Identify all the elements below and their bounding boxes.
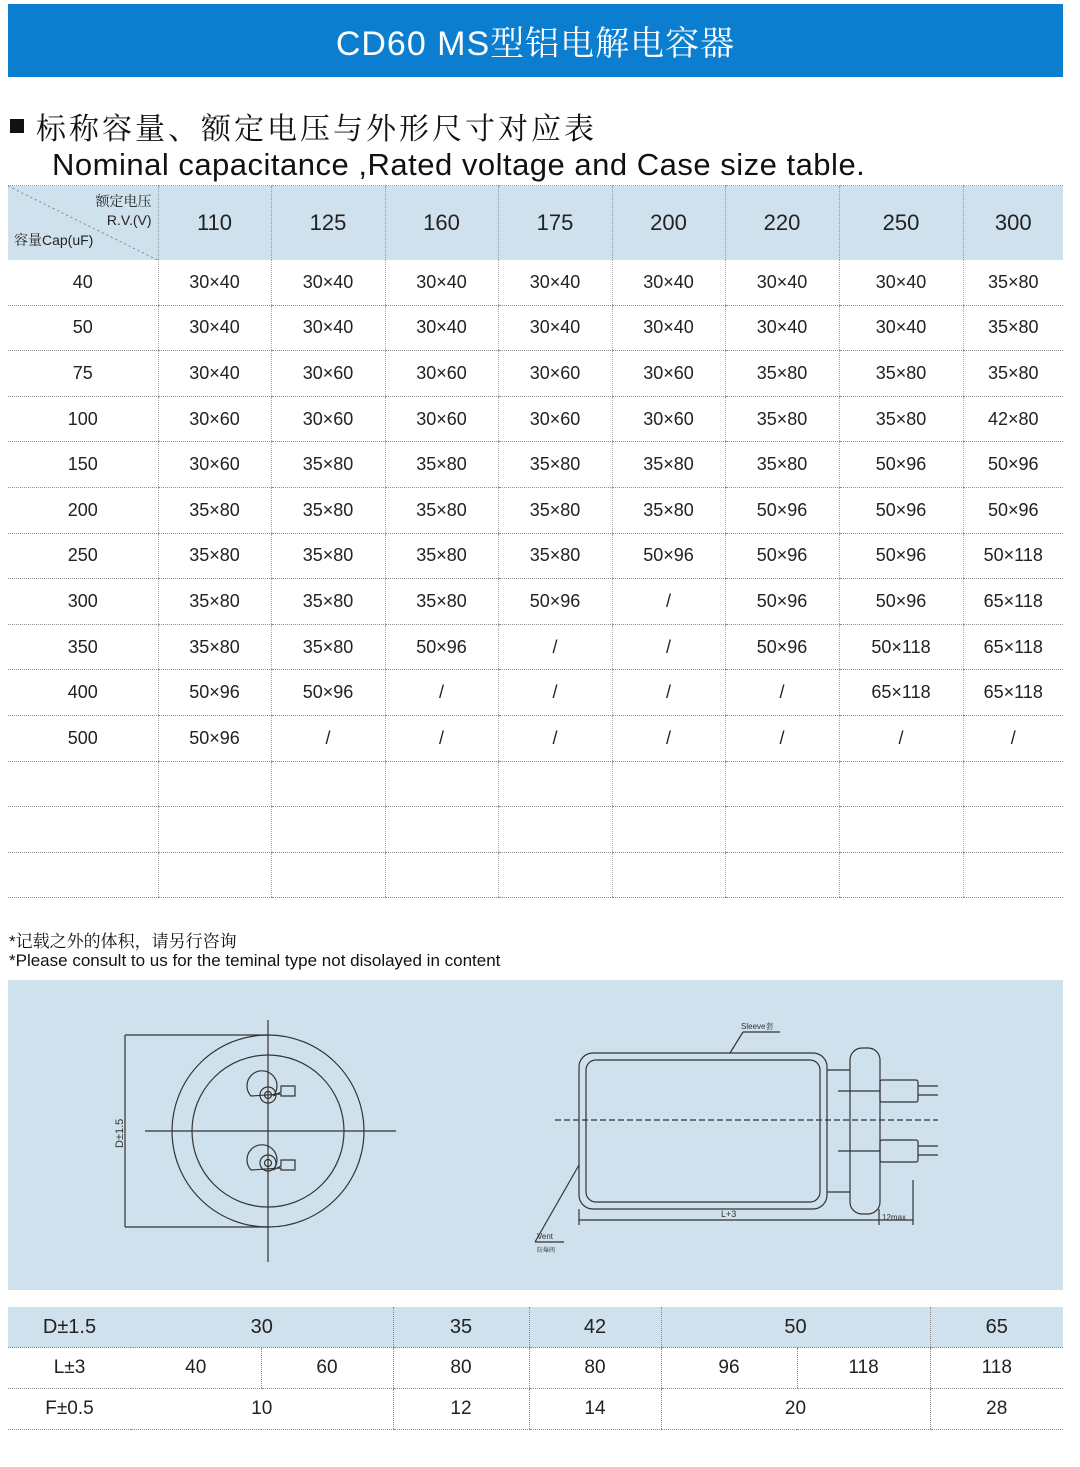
case-size-cell: 30×40 xyxy=(385,260,498,305)
drawing-max-label: 12max xyxy=(882,1213,907,1222)
case-size-cell: 35×80 xyxy=(385,533,498,579)
table-row xyxy=(8,396,1063,442)
case-size-cell xyxy=(385,761,498,807)
case-size-cell: 30×40 xyxy=(271,260,385,305)
case-size-cell: 50×96 xyxy=(839,442,963,488)
case-size-cell: 30×40 xyxy=(158,260,271,305)
case-size-cell: 30×40 xyxy=(498,305,612,351)
case-size-cell: 50×118 xyxy=(839,624,963,670)
case-size-cell: 35×80 xyxy=(839,396,963,442)
case-size-cell: 35×80 xyxy=(385,487,498,533)
case-size-cell: 42×80 xyxy=(963,396,1063,442)
case-size-cell: 50×118 xyxy=(963,533,1063,579)
case-size-cell: 35×80 xyxy=(612,442,725,488)
case-size-cell: 35×80 xyxy=(271,442,385,488)
case-size-cell: 50×96 xyxy=(963,487,1063,533)
case-size-cell: 30×40 xyxy=(498,260,612,305)
d-label: D±1.5 xyxy=(8,1307,131,1348)
case-size-cell: / xyxy=(271,715,385,761)
case-size-cell: 30×60 xyxy=(498,351,612,397)
section-heading-zh xyxy=(10,104,597,148)
case-size-cell: 30×60 xyxy=(271,396,385,442)
drawing-d-label: D±1.5 xyxy=(114,1118,126,1148)
d-value: 30 xyxy=(131,1307,393,1348)
case-size-cell: 35×80 xyxy=(612,487,725,533)
table-row xyxy=(8,260,1063,305)
case-size-cell: 30×40 xyxy=(612,260,725,305)
table-row xyxy=(8,442,1063,488)
case-size-cell: 30×60 xyxy=(498,396,612,442)
corner-rv: R.V.(V) xyxy=(106,212,152,228)
dimension-row-l xyxy=(8,1348,1063,1389)
note-zh: *记载之外的体积，请另行咨询 xyxy=(9,932,237,951)
case-size-cell: / xyxy=(498,670,612,716)
case-size-cell: 65×118 xyxy=(963,624,1063,670)
case-size-cell: 30×40 xyxy=(158,305,271,351)
case-size-cell xyxy=(612,852,725,898)
case-size-cell: 30×60 xyxy=(612,396,725,442)
capacitance-cell: 150 xyxy=(8,442,158,488)
case-size-cell: 50×96 xyxy=(839,487,963,533)
dimension-row-f xyxy=(8,1389,1063,1430)
case-size-cell: 30×60 xyxy=(385,351,498,397)
table-header-row xyxy=(8,186,1063,261)
l-value: 60 xyxy=(261,1348,393,1389)
table-row xyxy=(8,533,1063,579)
case-size-cell: / xyxy=(498,624,612,670)
case-size-cell: 30×40 xyxy=(385,305,498,351)
case-size-cell: / xyxy=(725,670,839,716)
table-corner-cell xyxy=(8,186,158,261)
case-size-cell xyxy=(498,761,612,807)
section-heading-en: Nominal capacitance ,Rated voltage and Case size table. xyxy=(52,147,866,182)
voltage-header: 110 xyxy=(158,186,271,261)
case-size-cell: 30×60 xyxy=(271,351,385,397)
case-size-cell: 30×40 xyxy=(612,305,725,351)
case-size-cell: / xyxy=(498,715,612,761)
case-size-cell: 35×80 xyxy=(158,533,271,579)
case-size-cell: 30×60 xyxy=(385,396,498,442)
voltage-header: 250 xyxy=(839,186,963,261)
case-size-cell: 35×80 xyxy=(385,442,498,488)
case-size-cell xyxy=(725,852,839,898)
voltage-header: 200 xyxy=(612,186,725,261)
square-bullet-icon xyxy=(10,119,24,133)
case-size-cell: 35×80 xyxy=(271,487,385,533)
f-value: 12 xyxy=(393,1389,529,1430)
case-size-cell xyxy=(963,761,1063,807)
heading-zh-text: 标称容量、额定电压与外形尺寸对应表 xyxy=(36,113,597,146)
case-size-cell: 50×96 xyxy=(612,533,725,579)
capacitance-cell: 100 xyxy=(8,396,158,442)
drawing-sleeve-label: Sleeve套 xyxy=(741,1022,774,1031)
case-size-cell xyxy=(498,807,612,853)
note-en: *Please consult to us for the teminal type not disolayed in content xyxy=(9,951,501,970)
case-size-cell xyxy=(839,852,963,898)
dimension-drawing xyxy=(8,980,1063,1290)
case-size-cell xyxy=(612,807,725,853)
d-value: 65 xyxy=(930,1307,1063,1348)
d-value: 50 xyxy=(661,1307,930,1348)
case-size-cell: 35×80 xyxy=(385,579,498,625)
capacitance-cell: 75 xyxy=(8,351,158,397)
case-size-cell: 30×60 xyxy=(158,442,271,488)
case-size-cell: / xyxy=(612,670,725,716)
case-size-cell: 30×40 xyxy=(839,305,963,351)
case-size-cell: 65×118 xyxy=(963,579,1063,625)
case-size-cell: 50×96 xyxy=(158,670,271,716)
table-row xyxy=(8,305,1063,351)
case-size-cell: 35×80 xyxy=(271,579,385,625)
table-row xyxy=(8,670,1063,716)
case-size-cell: 50×96 xyxy=(963,442,1063,488)
case-size-cell xyxy=(498,852,612,898)
table-row xyxy=(8,624,1063,670)
case-size-cell: 35×80 xyxy=(963,260,1063,305)
page-title: CD60 MS型铝电解电容器 xyxy=(335,25,736,63)
case-size-cell xyxy=(385,852,498,898)
capacitance-cell: 40 xyxy=(8,260,158,305)
corner-voltage-label xyxy=(96,192,152,230)
case-size-cell: / xyxy=(963,715,1063,761)
capacitance-cell xyxy=(8,807,158,853)
case-size-cell: 65×118 xyxy=(839,670,963,716)
case-size-cell xyxy=(612,761,725,807)
case-size-cell xyxy=(963,852,1063,898)
l-value: 80 xyxy=(393,1348,529,1389)
table-row xyxy=(8,761,1063,807)
capacitance-cell: 400 xyxy=(8,670,158,716)
table-row xyxy=(8,487,1063,533)
case-size-cell: 35×80 xyxy=(158,579,271,625)
case-size-cell: 50×96 xyxy=(385,624,498,670)
case-size-cell xyxy=(158,761,271,807)
case-size-cell: 50×96 xyxy=(725,579,839,625)
case-size-cell: / xyxy=(612,715,725,761)
capacitance-cell: 250 xyxy=(8,533,158,579)
case-size-cell: 50×96 xyxy=(725,487,839,533)
capacitance-cell: 350 xyxy=(8,624,158,670)
dimension-table xyxy=(8,1307,1063,1430)
case-size-cell: 30×40 xyxy=(725,305,839,351)
table-row xyxy=(8,852,1063,898)
case-size-cell: 50×96 xyxy=(725,624,839,670)
case-size-cell: 35×80 xyxy=(725,351,839,397)
case-size-cell: 35×80 xyxy=(725,396,839,442)
case-size-cell xyxy=(158,807,271,853)
case-size-cell: 65×118 xyxy=(963,670,1063,716)
capacitance-cell xyxy=(8,761,158,807)
case-size-cell: 30×40 xyxy=(839,260,963,305)
case-size-cell: / xyxy=(612,624,725,670)
table-row xyxy=(8,351,1063,397)
case-size-cell: 30×60 xyxy=(158,396,271,442)
case-size-cell: 35×80 xyxy=(158,487,271,533)
case-size-cell xyxy=(725,761,839,807)
case-size-cell: 30×40 xyxy=(725,260,839,305)
voltage-header: 300 xyxy=(963,186,1063,261)
capacitor-outline-drawing xyxy=(8,980,1063,1290)
case-size-cell: 30×60 xyxy=(612,351,725,397)
case-size-cell: 35×80 xyxy=(498,442,612,488)
case-size-cell: / xyxy=(725,715,839,761)
table-row xyxy=(8,579,1063,625)
case-size-cell xyxy=(963,807,1063,853)
voltage-header: 175 xyxy=(498,186,612,261)
case-size-cell xyxy=(839,761,963,807)
case-size-cell xyxy=(271,807,385,853)
page-title-banner xyxy=(8,4,1063,77)
case-size-cell: 35×80 xyxy=(498,487,612,533)
case-size-cell: 50×96 xyxy=(839,579,963,625)
case-size-cell xyxy=(385,807,498,853)
case-size-cell: 50×96 xyxy=(271,670,385,716)
case-size-cell: 35×80 xyxy=(271,624,385,670)
drawing-l-label: L+3 xyxy=(721,1209,737,1219)
case-size-cell xyxy=(839,807,963,853)
capacitance-cell: 300 xyxy=(8,579,158,625)
voltage-header: 220 xyxy=(725,186,839,261)
d-value: 35 xyxy=(393,1307,529,1348)
case-size-cell: / xyxy=(385,715,498,761)
drawing-vent-label: Vent xyxy=(537,1232,554,1241)
case-size-cell xyxy=(725,807,839,853)
l-value: 40 xyxy=(131,1348,261,1389)
l-value: 80 xyxy=(529,1348,661,1389)
table-row xyxy=(8,715,1063,761)
case-size-cell: / xyxy=(385,670,498,716)
l-value: 118 xyxy=(930,1348,1063,1389)
case-size-cell: 35×80 xyxy=(839,351,963,397)
case-size-cell: 35×80 xyxy=(271,533,385,579)
capacitance-voltage-table xyxy=(8,185,1063,898)
case-size-cell: 50×96 xyxy=(158,715,271,761)
capacitance-cell: 500 xyxy=(8,715,158,761)
f-label: F±0.5 xyxy=(8,1389,131,1430)
case-size-cell: / xyxy=(612,579,725,625)
l-value: 118 xyxy=(797,1348,930,1389)
f-value: 10 xyxy=(131,1389,393,1430)
voltage-header: 125 xyxy=(271,186,385,261)
l-label: L±3 xyxy=(8,1348,131,1389)
case-size-cell: 30×40 xyxy=(271,305,385,351)
d-value: 42 xyxy=(529,1307,661,1348)
case-size-cell: 50×96 xyxy=(725,533,839,579)
case-size-cell xyxy=(271,761,385,807)
case-size-cell: 30×40 xyxy=(158,351,271,397)
case-size-cell: 35×80 xyxy=(498,533,612,579)
l-value: 96 xyxy=(661,1348,797,1389)
corner-cap: 容量Cap(uF) xyxy=(14,232,94,248)
case-size-cell: 50×96 xyxy=(498,579,612,625)
case-size-cell: 35×80 xyxy=(963,305,1063,351)
capacitance-cell xyxy=(8,852,158,898)
case-size-cell: 35×80 xyxy=(158,624,271,670)
case-size-cell: 35×80 xyxy=(725,442,839,488)
capacitance-cell: 200 xyxy=(8,487,158,533)
dimension-row-d xyxy=(8,1307,1063,1348)
f-value: 28 xyxy=(930,1389,1063,1430)
voltage-header: 160 xyxy=(385,186,498,261)
table-row xyxy=(8,807,1063,853)
corner-zh: 额定电压 xyxy=(95,193,152,209)
f-value: 20 xyxy=(661,1389,930,1430)
drawing-vent-sub: 防爆阀 xyxy=(537,1248,556,1254)
case-size-cell: 50×96 xyxy=(839,533,963,579)
case-size-cell: 35×80 xyxy=(963,351,1063,397)
capacitance-cell: 50 xyxy=(8,305,158,351)
case-size-cell xyxy=(158,852,271,898)
case-size-cell: / xyxy=(839,715,963,761)
f-value: 14 xyxy=(529,1389,661,1430)
case-size-cell xyxy=(271,852,385,898)
